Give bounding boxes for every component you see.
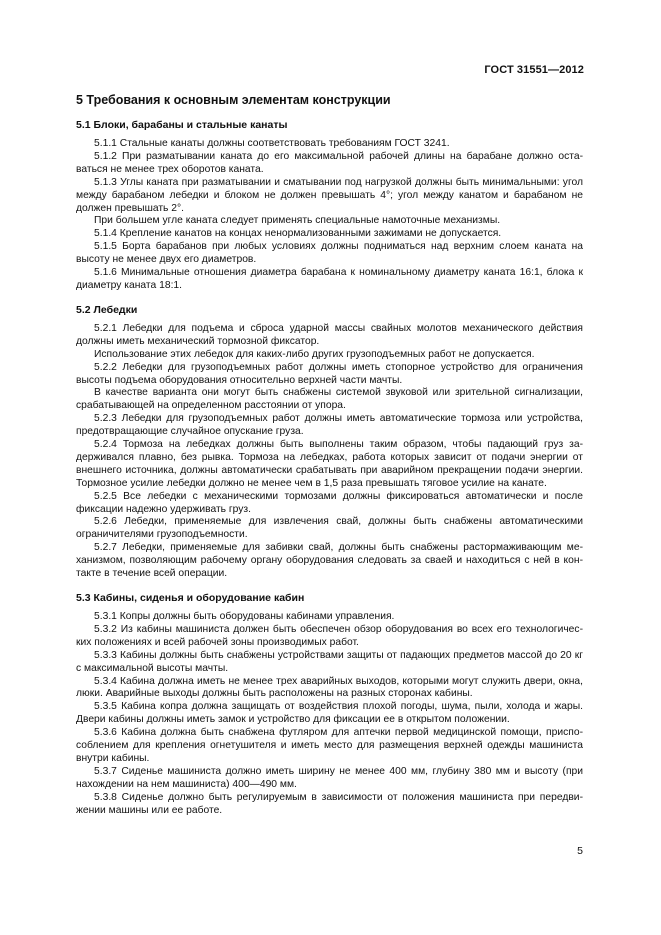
paragraph: 5.1.6 Минимальные отношения диаметра барабана к номинальному диаметру каната 16:1, блока к диаметру каната 18:1. xyxy=(76,267,583,291)
paragraph: 5.2.5 Все лебедки с механическими тормозами должны фиксироваться автоматически и после фиксации надежно удерживать груз. xyxy=(76,490,583,515)
standard-code: ГОСТ 31551—2012 xyxy=(484,64,584,76)
paragraph: 5.1.3 Углы каната при разматывании и сматывании под нагрузкой должны быть минимальными: угол между барабаном лебедки и блоком не должен превышать 4°; угол между канатом и барабаном не должен превышать 2°. xyxy=(76,176,583,214)
paragraph: 5.1.1 Стальные канаты должны соответствовать требованиям ГОСТ 3241. xyxy=(94,138,450,149)
paragraph: 5.3.7 Сиденье машиниста должно иметь ширину не менее 400 мм, глубину 380 мм и высоту (при нахождении на нем машиниста) 400—490 мм. xyxy=(76,765,583,790)
subsection-title: 5.1 Блоки, барабаны и стальные канаты xyxy=(76,119,288,131)
paragraph: 5.2.3 Лебедки для грузоподъемных работ должны иметь автоматические тормоза или устройства, предотвращающие случайное опускание груза. xyxy=(76,413,583,438)
paragraph: 5.2.4 Тормоза на лебедках должны быть выполнены таким образом, чтобы падающий груз задерживался плавно, без рывка. Тормоза на лебедках, работа которых зависит от подачи энергии от внешнего источника, должны автоматически срабатывать при аварийном прекращении подачи энергии. Тормозное усилие лебедки должно не менее чем в 1,5 раза превышать тяговое усилие на канате. xyxy=(76,439,583,489)
paragraph: 5.2.6 Лебедки, применяемые для извлечения свай, должны быть снабжены автоматическими ограничителями грузоподъемности. xyxy=(76,516,583,541)
section-title: 5 Требования к основным элементам конструкции xyxy=(76,93,391,107)
paragraph: 5.3.5 Кабина копра должна защищать от воздействия плохой погоды, шума, пыли, холода и жары. Двери кабины должны иметь замок и устройство для фиксации ее в открытом положении. xyxy=(76,701,583,726)
paragraph: 5.3.3 Кабины должны быть снабжены устройствами защиты от падающих предметов массой до 20 кг с максимальной высоты мачты. xyxy=(76,649,583,674)
paragraph: Использование этих лебедок для каких-либо других грузоподъемных работ не допускается. xyxy=(94,348,535,360)
paragraph: 5.3.6 Кабина должна быть снабжена футляром для аптечки первой медицинской помощи, приспособлением для крепления огнетушителя и иметь место для размещения верхней одежды машиниста внутри кабины. xyxy=(76,727,583,764)
paragraph: При большем угле каната следует применять специальные намоточные механизмы. xyxy=(94,215,501,227)
subsection-title: 5.3 Кабины, сиденья и оборудование кабин xyxy=(76,592,305,604)
subsection-title: 5.2 Лебедки xyxy=(76,303,138,316)
subsection-5-1 xyxy=(76,118,583,293)
paragraph: 5.1.2 При разматывании каната до его максимальной рабочей длины на барабане должно оставаться не менее трех оборотов каната. xyxy=(76,150,583,175)
page-number: 5 xyxy=(577,845,583,857)
paragraph: 5.3.2 Из кабины машиниста должен быть обеспечен обзор оборудования во всех его технологических положениях и всей рабочей зоны производимых работ. xyxy=(76,623,583,648)
paragraph: 5.3.1 Копры должны быть оборудованы кабинами управления. xyxy=(94,611,395,622)
paragraph: В качестве варианта они могут быть снабжены системой звуковой или зрительной сигнализации, срабатывающей на определенном расстоянии от упора. xyxy=(76,387,583,412)
paragraph: 5.2.2 Лебедки для грузоподъемных работ должны иметь стопорное устройство для ограничения высоты подъема оборудования относительно верхней части мачты. xyxy=(76,361,583,386)
subsection-5-2 xyxy=(76,303,583,581)
page-content xyxy=(76,92,583,818)
paragraph: 5.3.8 Сиденье должно быть регулируемым в зависимости от положения машиниста при передвижении машины или ее работе. xyxy=(76,791,583,816)
subsection-5-3 xyxy=(76,591,583,818)
paragraph: 5.2.1 Лебедки для подъема и сброса ударной массы свайных молотов механического действия должны иметь механический тормозной фиксатор. xyxy=(76,322,583,347)
paragraph: 5.3.4 Кабина должна иметь не менее трех аварийных выходов, которыми могут служить двери, окна, люки. Аварийные выходы должны быть расположены на разных сторонах кабины. xyxy=(76,675,583,700)
paragraph: 5.2.7 Лебедки, применяемые для забивки свай, должны быть снабжены растормаживающим механизмом, позволяющим рабочему органу оборудования следовать за сваей и находиться с ней в контакте в течение всей операции. xyxy=(76,542,583,580)
paragraph: 5.1.4 Крепление канатов на концах ненормализованными зажимами не допускается. xyxy=(94,228,502,240)
paragraph: 5.1.5 Борта барабанов при любых условиях должны подниматься над верхним слоем каната на высоту не менее двух его диаметров. xyxy=(76,241,583,266)
